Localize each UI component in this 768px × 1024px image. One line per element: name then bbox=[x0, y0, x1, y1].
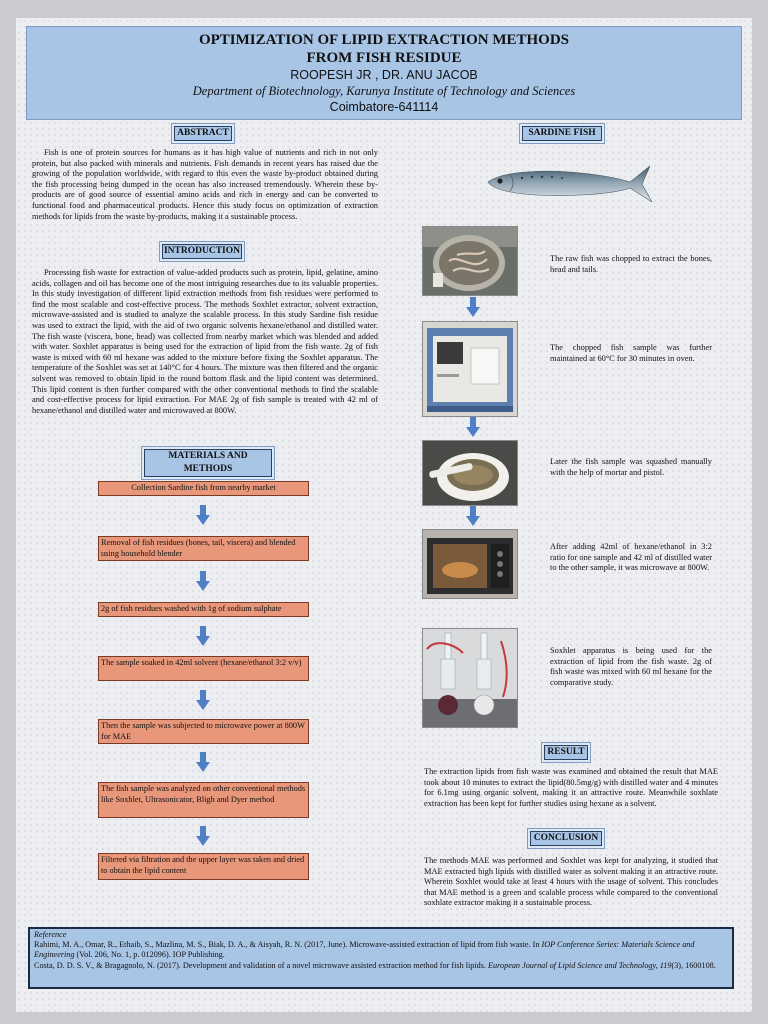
reference-2-journal: European Journal of Lipid Science and Technology, 119 bbox=[488, 960, 672, 970]
poster bbox=[16, 18, 752, 1012]
down-arrow-icon bbox=[196, 826, 210, 846]
result-heading: RESULT bbox=[544, 745, 588, 760]
department: Department of Biotechnology, Karunya Institute of Technology and Sciences bbox=[192, 84, 576, 98]
method-step-2: Removal of fish residues (bones, tail, viscera) and blended using household blender bbox=[98, 536, 309, 561]
abstract-heading: ABSTRACT bbox=[174, 126, 232, 141]
title-line-1: OPTIMIZATION OF LIPID EXTRACTION METHODS bbox=[198, 32, 570, 48]
reference-2-tail: (3), 1600108. bbox=[671, 960, 716, 970]
caption-5: Soxhlet apparatus is being used for the extraction of lipid from the fish waste. 2g of fish waste was mixed with 60 ml hexane for the comparative study. bbox=[550, 646, 712, 687]
poster-header bbox=[26, 26, 742, 120]
references-label: Reference bbox=[34, 930, 67, 939]
caption-4: After adding 42ml of hexane/ethanol in 3:2 ratio for one sample and 42 ml of distilled water to the other sample, it was microwave at 800W. bbox=[550, 542, 712, 573]
reference-1-journal: IOP Conference Series: Materials Science and Engineering bbox=[34, 940, 695, 960]
result-text: The extraction lipids from fish waste was examined and obtained the result that MAE took about 10 minutes to extract the lipid(80.5mg/g) with distilled water and 4 minutes for 6.1mg using organic solvent, making it an attractive route. Meanwhile soxhlate extraction has been kept for further studies using hexane as a solvent. bbox=[424, 767, 718, 808]
oven-photo bbox=[422, 321, 518, 417]
method-step-4: The sample soaked in 42ml solvent (hexane/ethanol 3:2 v/v) bbox=[98, 656, 309, 681]
down-arrow-icon bbox=[466, 417, 480, 437]
method-step-3: 2g of fish residues washed with 1g of sodium sulphate bbox=[98, 602, 309, 617]
reference-2 bbox=[34, 961, 728, 971]
down-arrow-icon bbox=[196, 571, 210, 591]
authors: ROOPESH JR , DR. ANU JACOB bbox=[290, 68, 478, 82]
down-arrow-icon bbox=[196, 752, 210, 772]
abstract-body: Fish is one of protein sources for humans as it has high value of nutrients and rich in not only protein, but also packed with minerals and nutrients. Fish demands in recent years has raised due the growing of the population worldwide, with regard to this even the waste by-product obtained during the fish processing being dumped in the ocean has also increased tremendously. Wherein these by-products are of good source of essential amino acids and rich in energy and can be converted to functional food and pharmaceutical products. Hence this study focus on optimization of extraction methods for lipids from the waste by-products, making it a sustainable process. bbox=[32, 148, 378, 221]
methods-heading: MATERIALS AND METHODS bbox=[144, 449, 272, 477]
sardine-fish-image bbox=[484, 160, 654, 206]
caption-1: The raw fish was chopped to extract the bones, head and tails. bbox=[550, 254, 712, 274]
introduction-text bbox=[32, 268, 378, 416]
down-arrow-icon bbox=[196, 690, 210, 710]
reference-1 bbox=[34, 940, 728, 960]
down-arrow-icon bbox=[466, 506, 480, 526]
method-step-5: Then the sample was subjected to microwave power at 800W for MAE bbox=[98, 719, 309, 744]
introduction-body: Processing fish waste for extraction of value-added products such as protein, lipid, gelatine, amino acids, collagen and oil has become one of the most intriguing researches due to its valuable properties. In this study investigation of different lipid extraction methods from fish residues were performed to find the most scalable and cost-effective process. The methods Soxhlet extractor, solvent extraction, microwave-assisted and is studied to analyze the scalable process. In this study Sardine fish residue was used to extract the lipid, with the aid of two organic solvents hexane/ethanol and distilled water. The fish waste (viscera, bone, head) was collected from nearby market which was blended and added with water. Soxhlet apparatus is being used for the extraction of lipid from the fish waste. 2g of fish waste is mixed with 60 ml hexane was added to the mixture before fixing the Soxhlet apparatus. The temperature of the Soxhlet was set at 140°C for 4 hours. The mixture was then filtered and the organic solvent was removed to obtain lipid in the round bottom flask and the lipid content was determined. This lipid content is then further compared with the other conventional methods to find the scalable and cost-effective process for lipid extraction. For MAE 2g of fish sample is treated with 42 ml of hexane/ethanol and distilled water and microwaved at 800W. bbox=[32, 268, 378, 415]
reference-2-main: Costa, D. D. S. V., & Bragagnolo, N. (2017). Development and validation of a novel microwave assisted extraction method for fish lipids. bbox=[34, 960, 489, 970]
conclusion-heading: CONCLUSION bbox=[530, 831, 602, 846]
abstract-text bbox=[32, 148, 378, 222]
mortar-pestle-photo bbox=[422, 440, 518, 506]
references bbox=[28, 927, 734, 989]
reference-1-main: Rahimi, M. A., Omar, R., Ethaib, S., Mazlina, M. S., Biak, D. A., & Aisyah, R. N. (2017, June). Microwave-assisted extraction of lipid from fish waste. In bbox=[34, 940, 542, 950]
down-arrow-icon bbox=[466, 297, 480, 317]
conclusion-text: The methods MAE was performed and Soxhlet was kept for analyzing, it studied that MAE extracted high lipids with distilled water as solvent making it an attractive route. Wherein Soxhlet would take at least 4 hours with the usage of solvent. This concludes that MAE method is a green and scalable process while compared to the conventional soxhlate extractor making it a sustainable process. bbox=[424, 856, 718, 908]
sardine-heading: SARDINE FISH bbox=[522, 126, 602, 141]
method-step-1: Collection Sardine fish from nearby market bbox=[98, 481, 309, 496]
reference-1-tail: (Vol. 206, No. 1, p. 012096). IOP Publishing. bbox=[74, 950, 225, 960]
down-arrow-icon bbox=[196, 626, 210, 646]
method-step-6: The fish sample was analyzed on other conventional methods like Soxhlet, Ultrasonicator, Bligh and Dyer method bbox=[98, 782, 309, 818]
caption-2: The chopped fish sample was further maintained at 60°C for 30 minutes in oven. bbox=[550, 343, 712, 363]
caption-3: Later the fish sample was squashed manually with the help of mortar and pistol. bbox=[550, 457, 712, 477]
method-step-7: Filtered via filtration and the upper layer was taken and dried to obtain the lipid content bbox=[98, 853, 309, 880]
city: Coimbatore-641114 bbox=[329, 100, 439, 114]
introduction-heading: INTRODUCTION bbox=[162, 244, 242, 259]
microwave-photo bbox=[422, 529, 518, 599]
chopped-fish-photo bbox=[422, 226, 518, 296]
down-arrow-icon bbox=[196, 505, 210, 525]
title-line-2: FROM FISH RESIDUE bbox=[306, 50, 462, 66]
soxhlet-apparatus-photo bbox=[422, 628, 518, 728]
